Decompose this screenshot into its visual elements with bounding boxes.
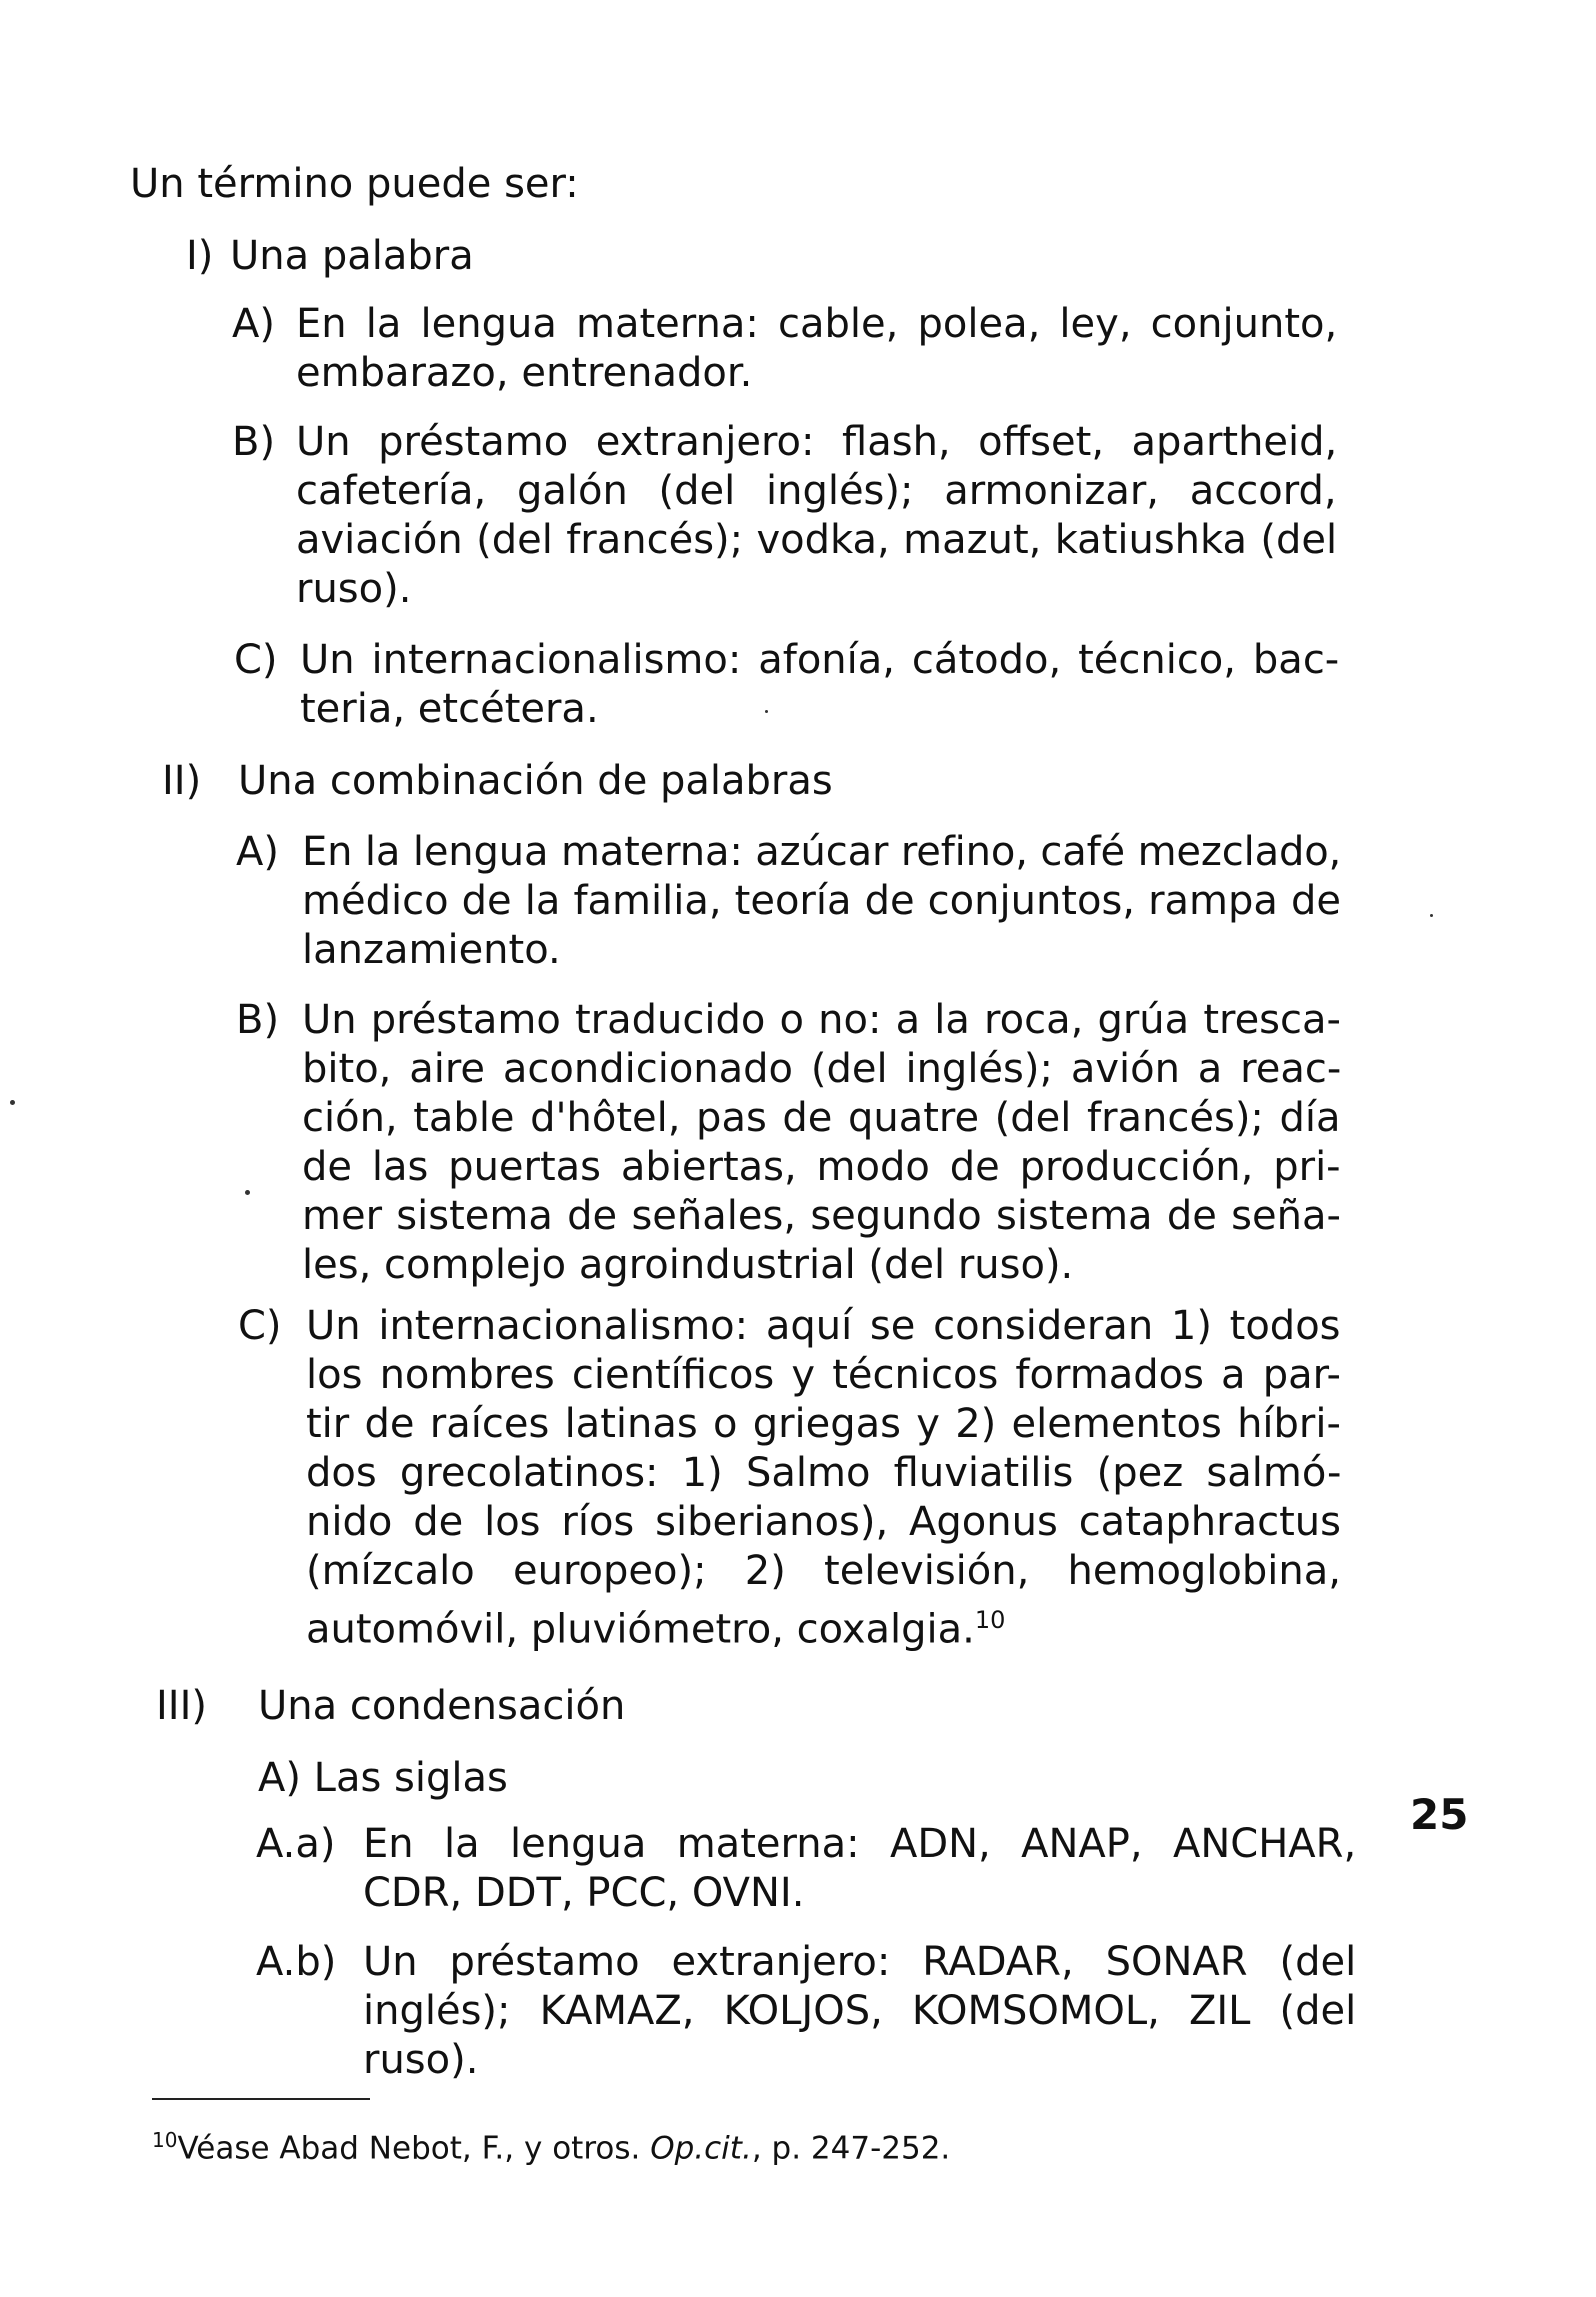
section-1-item-b [232, 418, 1337, 614]
item-line: médico de la familia, teoría de conjuntos, rampa de [302, 878, 1342, 924]
item-line: Un internacionalismo: aquí se consideran 1) todos [306, 1303, 1341, 1349]
item-line: (mízcalo europeo); 2) televisión, hemoglobina, [306, 1548, 1341, 1594]
item-line: En la lengua materna: cable, polea, ley, conjunto, [296, 301, 1338, 347]
item-line: teria, etcétera. [300, 686, 599, 732]
section-1-item-a [232, 300, 1337, 398]
item-line: En la lengua materna: azúcar refino, café mezclado, [302, 829, 1342, 875]
section-3-heading [156, 1680, 625, 1732]
item-line: dos grecolatinos: 1) Salmo fluviatilis (pez salmó- [306, 1450, 1342, 1496]
item-line-text: automóvil, pluviómetro, coxalgia. [306, 1606, 975, 1653]
item-line: nido de los ríos siberianos), Agonus cataphractus [306, 1499, 1341, 1545]
section-2-item-a [236, 828, 1341, 975]
section-3-number: III) [156, 1683, 207, 1729]
footnote-mark: 10 [152, 2128, 178, 2152]
item-line: Un préstamo extranjero: RADAR, SONAR (del [363, 1939, 1357, 1985]
item-line: ruso). [296, 566, 412, 612]
footnote-reference[interactable]: 10 [974, 1606, 1006, 1634]
section-3-item-ab [256, 1938, 1356, 2085]
scan-speck [1430, 914, 1433, 917]
footnote-divider [152, 2098, 370, 2100]
item-line: CDR, DDT, PCC, OVNI. [363, 1870, 805, 1916]
section-3-subheading: A) Las siglas [258, 1755, 508, 1801]
section-2-item-c [238, 1302, 1341, 1654]
item-label: C) [234, 637, 278, 683]
item-label: A) [232, 301, 275, 347]
footnote [152, 2128, 950, 2166]
item-line: Un préstamo traducido o no: a la roca, grúa tresca- [302, 997, 1341, 1043]
page-number: 25 [1410, 1790, 1469, 1839]
item-line: mer sistema de señales, segundo sistema de seña- [302, 1193, 1341, 1239]
item-label: A.a) [256, 1821, 336, 1867]
section-3-item-aa [256, 1820, 1356, 1918]
item-label: A.b) [256, 1939, 337, 1985]
item-line: embarazo, entrenador. [296, 350, 753, 396]
section-1-title: Una palabra [230, 233, 474, 279]
item-line: lanzamiento. [302, 927, 561, 973]
item-line: de las puertas abiertas, modo de producción, pri- [302, 1144, 1341, 1190]
item-line: tir de raíces latinas o griegas y 2) elementos híbri- [306, 1401, 1341, 1447]
item-line [306, 1596, 1341, 1654]
item-label: A) [236, 829, 279, 875]
section-2-title: Una combinación de palabras [238, 758, 833, 804]
scan-speck [765, 710, 768, 713]
section-2-heading [162, 755, 833, 807]
footnote-italic: Op.cit. [650, 2130, 752, 2167]
item-label: C) [238, 1303, 282, 1349]
section-1-item-c [234, 636, 1339, 734]
scan-speck [10, 1100, 15, 1105]
intro-text: Un término puede ser: [130, 161, 579, 207]
item-line: aviación (del francés); vodka, mazut, katiushka (del [296, 517, 1338, 563]
item-line: inglés); KAMAZ, KOLJOS, KOMSOMOL, ZIL (del [363, 1988, 1357, 2034]
section-2-number: II) [162, 758, 202, 804]
item-line: los nombres científicos y técnicos formados a par- [306, 1352, 1341, 1398]
section-3-title: Una condensación [258, 1683, 626, 1729]
item-line: ción, table d'hôtel, pas de quatre (del francés); día [302, 1095, 1341, 1141]
footnote-text: Véase Abad Nebot, F., y otros. [177, 2130, 651, 2167]
scan-speck [245, 1190, 250, 1195]
section-1-number: I) [186, 233, 214, 279]
item-line: cafetería, galón (del inglés); armonizar, accord, [296, 468, 1337, 514]
item-label: B) [236, 997, 280, 1043]
item-line: bito, aire acondicionado (del inglés); avión a reac- [302, 1046, 1342, 1092]
item-line: ruso). [363, 2037, 479, 2083]
footnote-text-end: , p. 247-252. [751, 2130, 951, 2167]
item-line: Un internacionalismo: afonía, cátodo, técnico, bac- [300, 637, 1340, 683]
item-line: En la lengua materna: ADN, ANAP, ANCHAR, [363, 1821, 1357, 1867]
item-line: les, complejo agroindustrial (del ruso). [302, 1242, 1074, 1288]
item-label: B) [232, 419, 276, 465]
section-2-item-b [236, 996, 1341, 1290]
section-1-heading [186, 230, 474, 282]
item-line: Un préstamo extranjero: flash, offset, apartheid, [296, 419, 1338, 465]
